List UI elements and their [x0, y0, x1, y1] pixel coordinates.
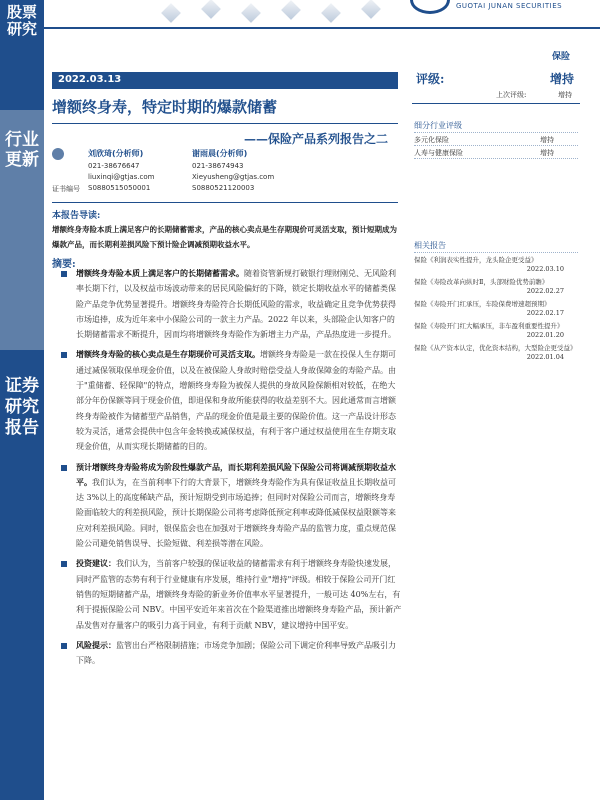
related-report-link[interactable]: 保险《从产资本认定，优化资本结构，大型险企更受益》 — [414, 344, 577, 352]
rating-divider — [412, 103, 580, 104]
sidebar-category-industry-update — [0, 110, 44, 350]
title-divider — [52, 123, 398, 124]
abstract-bullet — [52, 638, 402, 669]
report-title: 增额终身寿，特定时期的爆款储蓄 — [52, 98, 278, 116]
related-report-link[interactable]: 保险《寿险开门红承压，车险保费增速超预期》 — [414, 300, 551, 308]
gem-icon — [241, 3, 261, 23]
report-date: 2022.03.13 — [58, 74, 122, 85]
summary-lead: 增额终身寿险本质上满足客户的长期储蓄需求，产品的核心卖点是生存期现价可灵活支取，预计短期成为爆款产品，而长期利差损风险下预计险企调减预期收益水平。 — [52, 225, 397, 249]
logo-text: GUOTAI JUNAN SECURITIES — [456, 2, 563, 10]
gem-icon — [321, 3, 341, 23]
bullet-text: 我们认为，当前客户较强的保证收益的储蓄需求有利于增额终身寿险快速发展，同时严监管的态势有利于行业健康有序发展，维持行业"增持"评级。相较于保险公司开门红销售的短期储蓄产品，增额终身寿险的新业务价值率水平显著提升，一般可达 40%左右，有利于提振保险公司 NBV。中国平安近年来首次在个险渠道推出增额终身寿险产品，预计新产品发售对存量客户的吸引力高于同业，有利于贡献 NBV，建议增持中国平安。 — [76, 559, 402, 630]
person-icon — [52, 148, 64, 160]
sidebar-mid-text: 行业更新 — [5, 130, 39, 170]
summary-heading: 本报告导读: — [52, 211, 101, 221]
bullet-text: 随着资管新规打破银行理财刚兑、无风险利率长期下行，以及权益市场波动带来的居民风险偏好的下降，锁定长期收益水平的储蓄类保险产品竞争优势显著提升。增额终身寿险符合长期低风险的需求，收益确定且竞争优势获得市场追捧，成为近年来中小保险公司的一款主力产品。2022 年以来，头部险企认知客户的长期储蓄需求不断提升，因而均将增额终身寿险作为新增主力产品，产品热度进一步提升。 — [76, 269, 396, 340]
gem-icon — [281, 0, 301, 20]
author-labels — [52, 148, 80, 197]
sub-rating-table — [414, 132, 578, 159]
abstract-bullet — [52, 556, 402, 632]
author-cert: S0880521120003 — [192, 184, 255, 192]
sub-rating-row — [414, 132, 578, 145]
abstract-bullets — [52, 266, 402, 673]
related-report-date: 2022.02.27 — [526, 287, 564, 295]
author-card — [192, 148, 302, 195]
sub-rating-value: 增持 — [540, 149, 554, 157]
related-divider — [414, 252, 578, 253]
sub-rating-row — [414, 145, 578, 158]
author-phone: 021-38676647 — [88, 162, 140, 170]
gem-icon — [361, 0, 381, 19]
header-divider — [44, 27, 600, 29]
author-cert: S0880515050001 — [88, 184, 151, 192]
related-reports-heading: 相关报告 — [414, 241, 446, 250]
company-logo — [410, 0, 600, 14]
left-sidebar — [0, 0, 44, 800]
sidebar-bot-text: 证券研究报告 — [5, 376, 39, 438]
gem-icon — [201, 0, 221, 19]
related-report-link[interactable]: 保险《利润表实性提升，龙头险企更受益》 — [414, 256, 538, 264]
bullet-text: 我们认为，在当前利率下行的大背景下，增额终身寿险作为具有保证收益且长期收益可达 3%以上的高度稀缺产品，预计短期受到市场追捧；但同时对保险公司而言，增额终身寿险面临较大的利差损风险，预计长期保险公司将考虑降低预定利率或降低减保权益限额等来应对利差损风险。同时，银保监会也在加强对于增额终身寿险产品的监管力度，重点规范保险公司避免销售误导、长险短做、利差损等潜在风险。 — [76, 477, 396, 549]
bullet-lead: 增额终身寿险的核心卖点是生存期现价可灵活支取。 — [76, 349, 260, 360]
date-bar — [52, 72, 398, 89]
gem-icon — [161, 3, 181, 23]
abstract-heading: 摘要: — [52, 259, 76, 270]
author-email[interactable]: Xieyusheng@gtjas.com — [192, 173, 275, 181]
related-reports-list — [414, 252, 578, 365]
abstract-bullet — [52, 266, 402, 342]
related-report-date: 2022.03.10 — [526, 265, 564, 273]
author-divider — [52, 202, 398, 203]
sub-rating-end-rule — [414, 158, 578, 159]
bullet-lead: 投资建议： — [76, 558, 116, 569]
bullet-lead: 风险提示： — [76, 639, 116, 650]
rating-label: 评级: — [416, 72, 445, 86]
sub-rating-heading: 细分行业评级 — [414, 121, 462, 130]
logo-swirl-icon — [410, 0, 450, 14]
bullet-text: 监管出台严格限制措施；市场竞争加剧；保险公司下调定价利率导致产品吸引力下降。 — [76, 640, 396, 666]
rating-box — [412, 66, 580, 102]
related-report-date: 2022.01.04 — [526, 353, 564, 361]
related-report-date: 2022.01.20 — [526, 331, 564, 339]
prev-rating-value: 增持 — [558, 91, 572, 99]
sub-rating-value: 增持 — [540, 136, 554, 144]
sidebar-category-research-report — [0, 352, 44, 800]
bullet-text: 增额终身寿险是一款在投保人生存期可通过减保领取保单现金价值，以及在被保险人身故时赔偿受益人身故保障金的寿险产品。由于"重储蓄、轻保障"的特点，增额终身寿险为被保人提供的身故风险保额相对较低，在绝大部分年份保额等同于现金价值，即退保和身故所能获得的收益差别不大。因此通常而言增额终身寿险被作为储蓄型产品销售，产品的现金价值是最主要的保险价值。这一产品设计形态较为灵活，通常会提供中包含年金转换或减保权益，有利于客户通过权益使用在生存期支取现金价值，从而实现长期储蓄的目的。 — [76, 350, 396, 452]
bullet-lead: 增额终身寿险本质上满足客户的长期储蓄需求。 — [76, 268, 244, 278]
author-name: 谢雨晨(分析师) — [192, 149, 248, 158]
sub-rating-name: 多元化保险 — [414, 136, 449, 144]
header-decoration — [54, 0, 410, 26]
author-name: 刘欣琦(分析师) — [88, 149, 144, 158]
related-report-link[interactable]: 保险《寿险开门红大幅承压，非车盈利重要性提升》 — [414, 322, 564, 330]
sidebar-category-stock-research — [0, 0, 44, 108]
bullet-lead: 预计增额终身寿险将成为阶段性爆款产品，而长期利差损风险下保险公司将调减预期收益水平。 — [76, 461, 396, 487]
report-subtitle: ——保险产品系列报告之二 — [243, 132, 388, 146]
sub-rating-name: 人寿与健康保险 — [414, 149, 463, 157]
related-report-date: 2022.02.17 — [526, 309, 564, 317]
rating-value: 增持 — [549, 72, 574, 86]
cert-label: 证书编号 — [52, 185, 80, 193]
author-info — [52, 148, 398, 200]
abstract-bullet — [52, 460, 402, 552]
industry-tag: 保险 — [551, 52, 570, 62]
author-card — [88, 148, 198, 195]
abstract-bullet — [52, 347, 402, 454]
author-phone: 021-38674943 — [192, 162, 244, 170]
sidebar-top-text: 股票研究 — [6, 3, 37, 38]
related-report-link[interactable]: 保险《寿险改革向纵时Ⅱ，头部财险优势前瞻》 — [414, 278, 549, 286]
prev-rating-label: 上次评级: — [496, 91, 527, 99]
author-email[interactable]: liuxinqi@gtjas.com — [88, 173, 155, 181]
